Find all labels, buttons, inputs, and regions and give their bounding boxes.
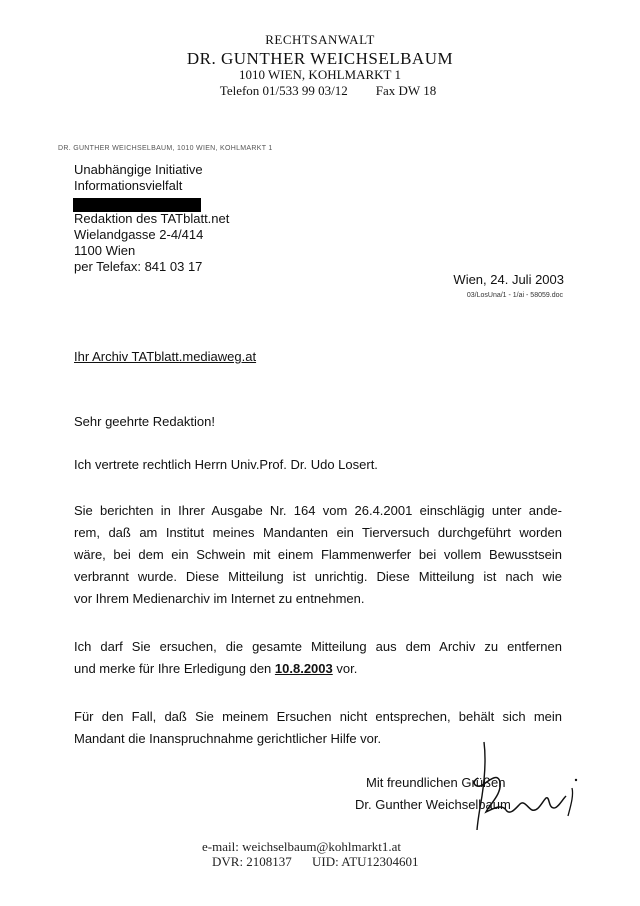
sender-return-line: DR. GUNTHER WEICHSELBAUM, 1010 WIEN, KOHLMARKT 1	[58, 145, 273, 152]
paragraph-line: verbrannt wurde. Diese Mitteilung ist unrichtig. Diese Mitteilung ist nach wie	[74, 569, 562, 584]
paragraph-line: Mandant die Inanspruchnahme gerichtlicher Hilfe vor.	[74, 731, 382, 746]
paragraph-request	[74, 636, 562, 680]
recipient-line-6: per Telefax: 841 03 17	[74, 259, 203, 274]
paragraph-line: vor Ihrem Medienarchiv im Internet zu entnehmen.	[74, 591, 365, 606]
deadline-prefix: und merke für Ihre Erledigung den	[74, 661, 275, 676]
paragraph-report	[74, 500, 562, 610]
closing-greeting: Mit freundlichen Grüßen	[366, 775, 506, 790]
letterhead-contact	[8, 83, 640, 99]
paragraph-line: rem, daß am Institut meines Mandanten ein Tierversuch durchgeführt worden	[74, 525, 562, 540]
recipient-line-5: 1100 Wien	[74, 243, 136, 258]
recipient-line-3: Redaktion des TATblatt.net	[74, 211, 230, 226]
paragraph-line-deadline	[74, 658, 562, 680]
footer-dvr: DVR: 2108137	[212, 854, 292, 869]
letter-date: Wien, 24. Juli 2003	[453, 272, 564, 287]
redaction-bar	[73, 198, 201, 212]
recipient-line-1: Unabhängige Initiative	[74, 162, 203, 177]
paragraph-line: Ich darf Sie ersuchen, die gesamte Mitteilung aus dem Archiv zu entfernen	[74, 639, 562, 654]
letterhead-address: 1010 WIEN, KOHLMARKT 1	[238, 67, 401, 82]
deadline-date: 10.8.2003	[274, 661, 333, 676]
subject-line: Ihr Archiv TATblatt.mediaweg.at	[74, 349, 257, 364]
footer-uid: UID: ATU12304601	[312, 854, 419, 869]
salutation: Sehr geehrte Redaktion!	[74, 414, 215, 429]
footer-email: e-mail: weichselbaum@kohlmarkt1.at	[202, 839, 401, 854]
paragraph-line: Für den Fall, daß Sie meinem Ersuchen nicht entsprechen, behält sich mein	[74, 709, 562, 724]
paragraph-line: Sie berichten in Ihrer Ausgabe Nr. 164 vom 26.4.2001 einschlägig unter ande-	[74, 503, 562, 518]
signer-name: Dr. Gunther Weichselbaum	[355, 797, 511, 812]
paragraph-line: wäre, bei dem ein Schwein mit einem Flammenwerfer bei vollem Bewusstsein	[74, 547, 562, 562]
deadline-suffix: vor.	[332, 661, 358, 676]
recipient-line-2: Informationsvielfalt	[74, 178, 183, 193]
letterhead-fax: Fax DW 18	[375, 83, 437, 98]
recipient-line-4: Wielandgasse 2-4/414	[74, 227, 204, 242]
file-reference: 03/LosUna/1 - 1/ai - 58059.doc	[466, 292, 563, 299]
letterhead-phone: Telefon 01/533 99 03/12	[219, 83, 348, 98]
letterhead-title: RECHTSANWALT	[265, 32, 375, 47]
handwritten-signature	[440, 738, 590, 838]
letterhead-name: DR. GUNTHER WEICHSELBAUM	[186, 49, 454, 68]
intro-sentence: Ich vertrete rechtlich Herrn Univ.Prof. Dr. Udo Losert.	[74, 457, 378, 472]
